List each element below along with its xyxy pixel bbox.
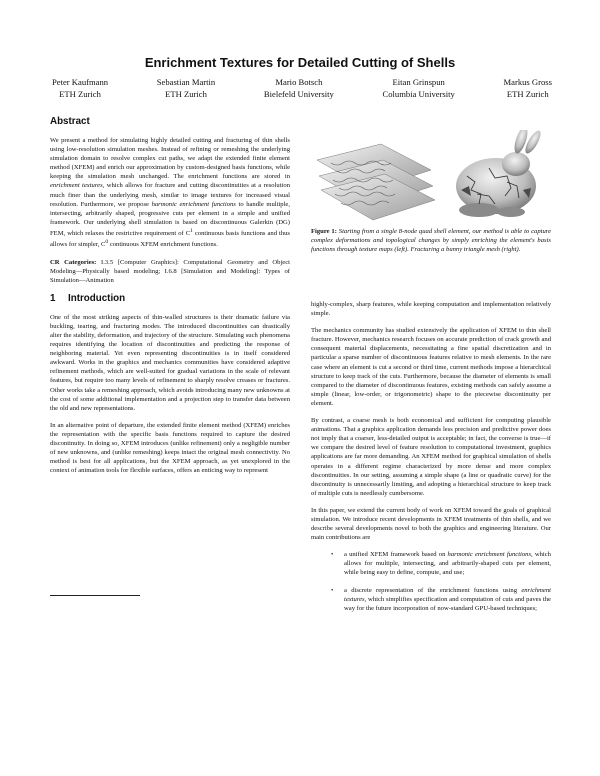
author-block bbox=[504, 77, 552, 100]
abstract-text: , which allows for fracture and cutting discontinuities at a resolution much finer than the underlying mesh, similar to image textures for increased visual resolution. Furthermore, we propose bbox=[50, 182, 290, 208]
abstract-text: continuous basis functions and thus allows for simpler, C bbox=[50, 230, 290, 249]
section-number: 1 bbox=[50, 292, 56, 304]
abstract-text: to handle multiple, intersecting, arbitrarily shaped, progressive cuts per element in a simple and unified framework. Our underlying shell simulation is based on discontinuous Galerkin (DG) FEM, which relaxes the restrictive requirement of C bbox=[50, 200, 290, 238]
list-item bbox=[311, 550, 551, 577]
author-name: Eitan Grinspun bbox=[392, 77, 445, 87]
abstract-text: We present a method for simulating highly detailed cutting and fracturing of thin shells using low-resolution simulation meshes. Instead of refining or remeshing the underlying simulation domain to resolve complex cut paths, we adapt the extended finite element method (XFEM) and enrich our approximation by custom-designed basis functions, while keeping the simulation mesh unchanged. The enrichment functions are stored in bbox=[50, 137, 290, 181]
bullet-icon: • bbox=[331, 586, 334, 594]
right-column bbox=[311, 300, 551, 621]
list-item bbox=[311, 586, 551, 613]
bullet-text: , which allows for multiple, intersecting, and arbitrarily-shaped cuts per element, while being easy to define, compute, and use; bbox=[344, 551, 551, 577]
bullet-emphasis: harmonic enrichment functions bbox=[447, 551, 532, 559]
section-title: Introduction bbox=[68, 292, 126, 304]
abstract-superscript: 1 bbox=[190, 227, 193, 234]
abstract-heading: Abstract bbox=[50, 116, 90, 127]
author-affiliation: Bielefeld University bbox=[263, 88, 334, 99]
author-block bbox=[383, 77, 455, 100]
cut-shell-sheets bbox=[317, 144, 435, 220]
intro-paragraph: The mechanics community has studied extensively the application of XFEM to thin shell fracture. However, mechanics research focuses on accurate prediction of crack growth and consequent material displacements, necessitating a fine spatial discretization and in particular a sparse number of discontinuous features relative to mesh elements. In the rare case where an element is cut a second or third time, current methods impose a hierarchical structure to keep track of the cuts. Furthermore, because the diameter of elements is small compared to the diameter of discontinuous features, existing methods can safely assume a simple (linear, low-order, or trigonometric) shape to the piecewise discontinuity per element. bbox=[311, 327, 551, 407]
figure-label: Figure 1: bbox=[311, 228, 337, 235]
author-name: Sebastian Martin bbox=[156, 77, 216, 87]
author-affiliation: ETH Zurich bbox=[506, 88, 549, 99]
figure-1-image bbox=[311, 130, 551, 222]
bullet-text: a discrete representation of the enrichment functions using bbox=[344, 586, 522, 594]
footnote-rule bbox=[50, 595, 140, 596]
intro-paragraph: By contrast, a coarse mesh is both economical and sufficient for computing plausible animations. That a graphics application demands less precision and predictive power does not imply that a coarser, less-detailed output is acceptable; in fact, the converse is true—if we compare the desired level of feature resolution to computational investment, graphics applications are far more demanding. An XFEM method for graphical simulation of shells operates in a different regime characterized by more dense and more complex discontinuities. In our setting, assuming a simple shape (a line or quadratic curve) for the discontinuity is unnecessarily limiting, and adopting a hierarchical structure to keep track of multiple cuts is needlessly cumbersome. bbox=[311, 417, 551, 497]
abstract-emphasis: harmonic enrichment functions bbox=[151, 200, 236, 208]
author-list bbox=[52, 77, 552, 100]
abstract-text: continuous XFEM enrichment functions. bbox=[108, 241, 218, 249]
cr-categories bbox=[50, 258, 290, 285]
author-affiliation: ETH Zurich bbox=[59, 88, 101, 99]
intro-paragraph: In this paper, we extend the current body of work on XFEM toward the goals of graphical simulation. We introduce recent developments in XFEM treatments of thin shells, and we describe several developments novel to both the graphics and engineering literature. Our main contributions are bbox=[311, 506, 551, 542]
contribution-list bbox=[311, 550, 551, 613]
cr-text: I.3.5 [Computer Graphics]: Computational Geometry and Object Modeling—Physically based modeling; I.6.8 [Simulation and Modeling]: Types of Simulation—Animation bbox=[50, 258, 290, 284]
intro-paragraph: One of the most striking aspects of thin-walled structures is their dramatic failure via buckling, tearing, and fracturing modes. The introduced discontinuities can drastically alter the stability, deformation, and trajectory of the structure. Simulating such phenomena requires identifying the location of discontinuities and predicting the response of neighboring material. Yet even representing discontinuities is in itself considered awkward. Works in the graphics and mechanics communities have considered adaptive refinement methods, which are well-suited for gradual variations in the scale of relevant features, but require too many levels of refinement to sharply resolve creases or fractures. Other works take a remeshing approach, which avoids introducing many new unknowns at the cost of some additional implementation and a projection step to transfer data between the old and new representations. bbox=[50, 313, 290, 412]
author-name: Mario Botsch bbox=[275, 77, 323, 87]
author-affiliation: ETH Zurich bbox=[165, 88, 207, 99]
section-heading-introduction bbox=[50, 293, 290, 305]
cr-label: CR Categories: bbox=[50, 258, 97, 266]
left-column bbox=[50, 116, 290, 483]
author-name: Peter Kaufmann bbox=[52, 77, 109, 87]
author-block bbox=[157, 77, 215, 100]
bullet-text: a unified XFEM framework based on bbox=[344, 551, 448, 559]
intro-paragraph: highly-complex, sharp features, while keeping computation and implementation relatively simple. bbox=[311, 301, 551, 318]
abstract-superscript: 0 bbox=[105, 239, 109, 246]
intro-paragraph: In an alternative point of departure, the extended finite element method (XFEM) enriches the representation with the specific basis functions required to capture the desired discontinuity. In doing so, XFEM introduces (unlike refinement) only a negligible number of new unknowns, and (unlike remeshing) keeps intact the original mesh connectivity. No method is best for all applications, but the XFEM approach, as yet unexplored in the context of animation tools for flexible surfaces, offers an enticing way to represent bbox=[50, 421, 290, 475]
bullet-icon: • bbox=[331, 551, 334, 559]
author-name: Markus Gross bbox=[503, 77, 552, 87]
author-affiliation: Columbia University bbox=[382, 88, 455, 99]
paper-title: Enrichment Textures for Detailed Cutting of Shells bbox=[144, 55, 456, 70]
author-block bbox=[264, 77, 334, 100]
figure-1-caption bbox=[311, 228, 551, 255]
fractured-bunny bbox=[456, 130, 543, 217]
figure-caption-text: Starting from a single 8-node quad shell element, our method is able to capture complex deformations and topological changes by simply enriching the element's basis functions through texture maps (left). Fracturing a bunny triangle mesh (right). bbox=[311, 228, 551, 253]
bullet-emphasis: enrichment textures bbox=[344, 586, 551, 603]
abstract-paragraph bbox=[50, 136, 290, 250]
author-block bbox=[52, 77, 108, 100]
figure-1 bbox=[311, 130, 551, 222]
abstract-emphasis: enrichment textures bbox=[50, 182, 103, 190]
bullet-text: , which simplifies specification and computation of cuts and paves the way for the future incorporation of now-standard GPU-based techniques; bbox=[344, 595, 551, 612]
